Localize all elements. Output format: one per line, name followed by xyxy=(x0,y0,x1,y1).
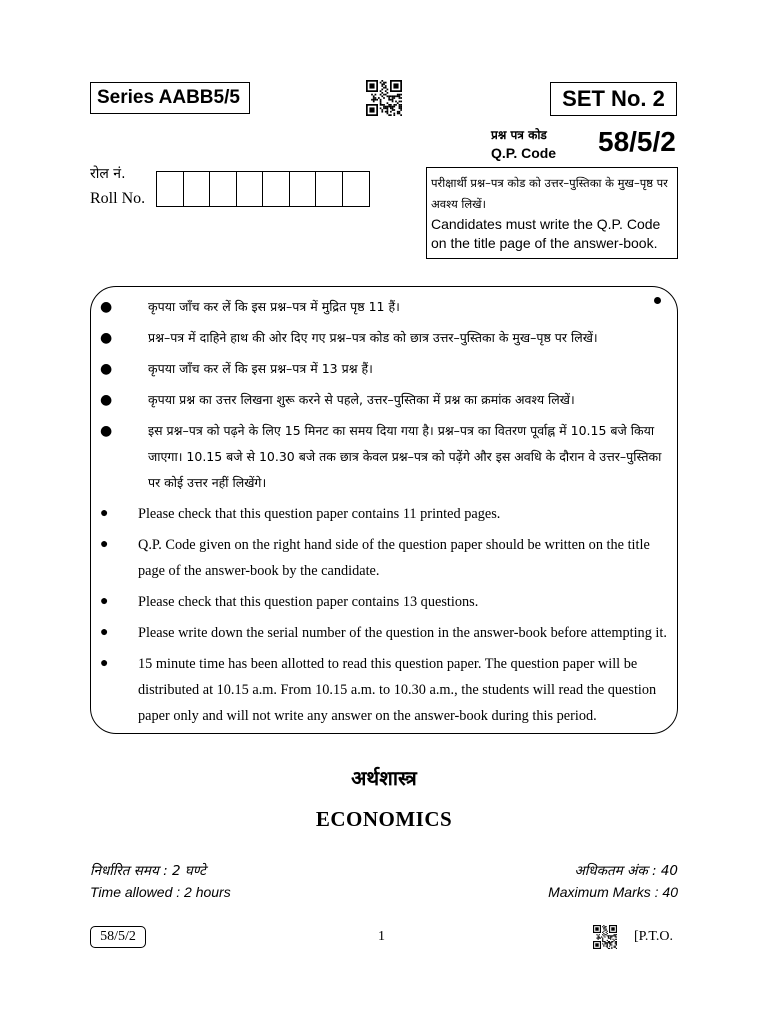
instruction-en-2: ● Q.P. Code given on the right hand side of the question paper should be written on the title page of the answer-book by the candidate. xyxy=(98,532,673,584)
instructions-list xyxy=(98,294,673,734)
instruction-hi-3: ● कृपया जाँच कर लें कि इस प्रश्न–पत्र में 13 प्रश्न हैं। xyxy=(98,356,673,382)
subject-title: ECONOMICS xyxy=(315,807,453,831)
roll-digit-cell[interactable] xyxy=(157,172,184,206)
bullet-icon: ● xyxy=(100,299,113,315)
time-allowed: Time allowed : 2 hours xyxy=(90,884,231,900)
roll-digit-cell[interactable] xyxy=(316,172,343,206)
qp-code-value: 58/5/2 xyxy=(598,126,676,157)
instruction-hi-4: ● कृपया प्रश्न का उत्तर लिखना शुरू करने से पहले, उत्तर–पुस्तिका में प्रश्न का क्रमांक अवश्य लिखें। xyxy=(98,387,673,413)
roll-digit-cell[interactable] xyxy=(210,172,237,206)
bullet-icon: ● xyxy=(100,594,109,609)
qr-code-icon xyxy=(366,80,402,116)
bullet-icon: ● xyxy=(100,330,113,346)
roll-label-hindi: रोल नं. xyxy=(90,166,126,182)
pto-label: [P.T.O. xyxy=(634,929,674,944)
page-number: 1 xyxy=(378,929,385,944)
time-allowed-hindi: निर्धारित समय : 2 घण्टे xyxy=(90,863,206,879)
roll-digit-cell[interactable] xyxy=(263,172,290,206)
qp-code-label-hindi: प्रश्न पत्र कोड xyxy=(491,128,547,142)
roll-digit-cell[interactable] xyxy=(184,172,211,206)
bullet-icon: ● xyxy=(100,537,109,552)
instruction-en-1: ● Please check that this question paper contains 11 printed pages. xyxy=(98,501,673,527)
roll-label: Roll No. xyxy=(90,190,146,207)
max-marks-hindi: अधिकतम अंक : 40 xyxy=(574,863,678,879)
notice-text-hindi: परीक्षार्थी प्रश्न–पत्र कोड को उत्तर–पुस्तिका के मुख–पृष्ठ पर अवश्य लिखें। xyxy=(431,176,668,211)
bullet-icon: ● xyxy=(100,625,109,640)
qp-code-label: Q.P. Code xyxy=(491,145,557,161)
instruction-en-3: ● Please check that this question paper contains 13 questions. xyxy=(98,589,673,615)
instruction-hi-5: ● इस प्रश्न–पत्र को पढ़ने के लिए 15 मिनट का समय दिया गया है। प्रश्न–पत्र का वितरण पूर्वाह्न में 10.15 बजे किया जाएगा। 10.15 बजे से 10.30 बजे तक छात्र केवल प्रश्न–पत्र को पढ़ेंगे और इस अवधि के दौरान वे उत्तर–पुस्तिका पर कोई उत्तर नहीं लिखेंगे। xyxy=(98,418,673,496)
instruction-hi-2: ● प्रश्न–पत्र में दाहिने हाथ की ओर दिए गए प्रश्न–पत्र कोड को छात्र उत्तर–पुस्तिका के मुख–पृष्ठ पर लिखें। xyxy=(98,325,673,351)
bullet-icon: ● xyxy=(100,423,113,439)
bullet-icon: ● xyxy=(100,506,109,521)
bullet-icon: ● xyxy=(100,656,109,671)
notice-text: Candidates must write the Q.P. Code on the title page of the answer-book. xyxy=(431,216,661,251)
roll-digit-cell[interactable] xyxy=(343,172,370,206)
candidate-notice xyxy=(426,167,678,259)
bullet-icon: ● xyxy=(100,361,113,377)
set-number: SET No. 2 xyxy=(550,82,677,116)
bullet-icon: ● xyxy=(100,392,113,408)
series-label: Series AABB5/5 xyxy=(90,82,250,114)
subject-title-hindi: अर्थशास्त्र xyxy=(351,766,417,790)
qr-code-icon xyxy=(593,925,617,949)
max-marks: Maximum Marks : 40 xyxy=(548,884,678,900)
instruction-en-5: ● 15 minute time has been allotted to read this question paper. The question paper will be distributed at 10.15 a.m. From 10.15 a.m. to 10.30 a.m., the students will read the question paper only and will not write any answer on the answer-book during this period. xyxy=(98,651,673,729)
roll-digit-cell[interactable] xyxy=(237,172,264,206)
roll-digit-cell[interactable] xyxy=(290,172,317,206)
roll-number-grid[interactable] xyxy=(156,171,370,207)
instruction-hi-1: ● कृपया जाँच कर लें कि इस प्रश्न–पत्र में मुद्रित पृष्ठ 11 हैं। xyxy=(98,294,673,320)
footer-paper-code: 58/5/2 xyxy=(90,926,146,948)
instruction-en-4: ● Please write down the serial number of the question in the answer-book before attempting it. xyxy=(98,620,673,646)
